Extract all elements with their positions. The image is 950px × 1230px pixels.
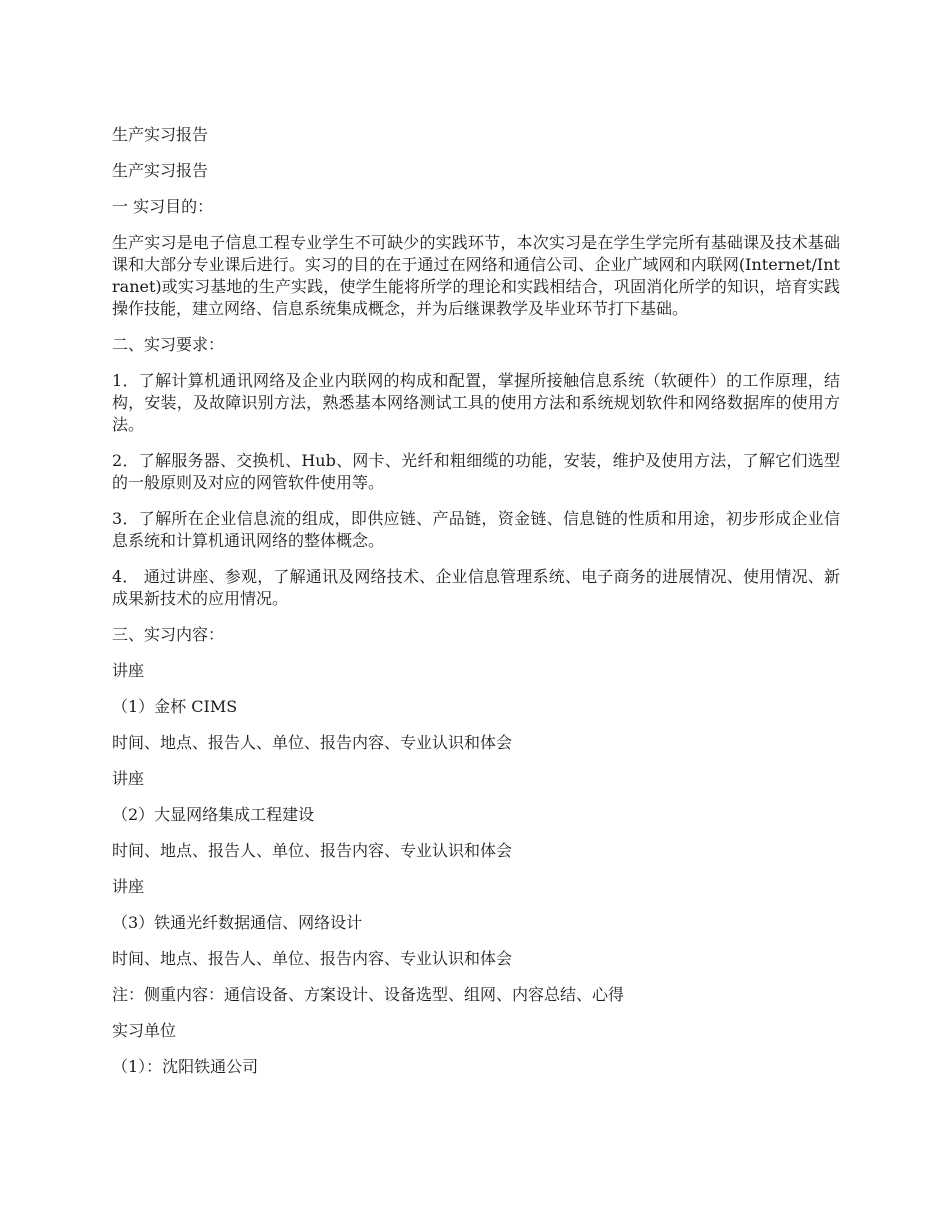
lecture-label-1: 讲座 [112,661,145,680]
lecture-title-1: （1）金杯 CIMS [112,697,238,716]
section-heading-requirements: 二、实习要求： [112,335,225,354]
requirement-item-1: 1．了解计算机通讯网络及企业内联网的构成和配置，掌握所接触信息系统（软硬件）的工作原理，结构，安装，及故障识别方法，熟悉基本网络测试工具的使用方法和系统规划软件和网络数据库的使用方法。 [112,371,840,434]
lecture-label-3: 讲座 [112,877,145,896]
doc-title: 生产实习报告 [112,125,209,144]
document-body [112,124,840,1092]
lecture-label-2: 讲座 [112,769,145,788]
internship-unit-label: 实习单位 [112,1021,177,1040]
doc-subtitle: 生产实习报告 [112,161,209,180]
lecture-details-2: 时间、地点、报告人、单位、报告内容、专业认识和体会 [112,841,513,860]
lecture-title-2: （2）大显网络集成工程建设 [112,805,315,824]
lecture-details-1: 时间、地点、报告人、单位、报告内容、专业认识和体会 [112,733,513,752]
lecture-title-3: （3）铁通光纤数据通信、网络设计 [112,913,363,932]
internship-unit-1: （1）：沈阳铁通公司 [112,1057,259,1076]
requirement-item-4: 4． 通过讲座、参观，了解通讯及网络技术、企业信息管理系统、电子商务的进展情况、使用情况、新成果新技术的应用情况。 [112,567,840,608]
paragraph-purpose: 生产实习是电子信息工程专业学生不可缺少的实践环节，本次实习是在学生学完所有基础课及技术基础课和大部分专业课后进行。实习的目的在于通过在网络和通信公司、企业广域网和内联网(Internet/Intranet)或实习基地的生产实践，使学生能将所学的理论和实践相结合，巩固消化所学的知识，培育实践操作技能，建立网络、信息系统集成概念，并为后继课教学及毕业环节打下基础。 [112,233,840,318]
requirement-item-2: 2．了解服务器、交换机、Hub、网卡、光纤和粗细缆的功能，安装，维护及使用方法，了解它们选型的一般原则及对应的网管软件使用等。 [112,451,840,492]
lecture-details-3: 时间、地点、报告人、单位、报告内容、专业认识和体会 [112,949,513,968]
section-heading-purpose: 一 实习目的： [112,197,214,216]
section-heading-content: 三、实习内容： [112,625,225,644]
requirement-item-3: 3．了解所在企业信息流的组成，即供应链、产品链，资金链、信息链的性质和用途，初步形成企业信息系统和计算机通讯网络的整体概念。 [112,509,840,550]
note-focus: 注：侧重内容：通信设备、方案设计、设备选型、组网、内容总结、心得 [112,985,625,1004]
